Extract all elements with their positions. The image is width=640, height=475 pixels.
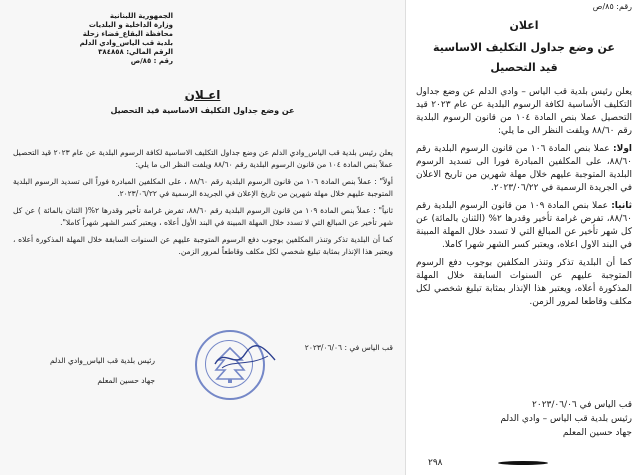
signatory-title: رئيس بلدية قب الياس_وادي الدلم <box>50 356 155 365</box>
handwritten-signature <box>210 342 280 372</box>
letterhead-line: بلدية قب الياس_وادي الدلم <box>79 39 173 47</box>
closing-paragraph: كما أن البلدية تذكر وتنذر المكلفين بوجوب دفع الرسوم المتوجبة عليهم عن السنوات السابقة خلال المهلة المذكورة أعلاه، ويعتبر هذا الإنذار بمثابة تبليغ شخصي لكل مكلف وقاطعا لمرور الزمن. <box>416 258 632 307</box>
reference-number: رقم: ٨٥/ص <box>592 2 632 11</box>
signature-block <box>500 398 632 440</box>
letterhead-line: وزارة الداخلية و البلديات <box>88 21 173 29</box>
notice-subtitle-line-1: عن وضع جداول التكليف الاساسية <box>433 41 615 54</box>
notice-subtitle-line-2: قيد التحصيل <box>490 61 558 74</box>
clause-second: ثانياً" : عملاً بنص المادة ١٠٩ من قانون الرسوم البلدية رقم ٨٨/٦٠، تفرض غرامة تأخير وقدرها ٢%( الثنان بالمائة ) عن كل شهر تأخير عن المبالغ التي لا تسدد خلال المهلة المبينة في البند الأول أعلاه ، ويعتبر كسر الشهر شهراً كاملا". <box>13 206 393 227</box>
closing-paragraph: كما أن البلدية تذكر وتنذر المكلفين بوجوب دفع الرسوم المتوجبة عليهم عن السنوات السابقة خلال المهلة المذكورة أعلاه ، ويعتبر هذا الإنذار بمثابة تبليغ شخصي لكل مكلف وقاطعاً لمرور الزمن. <box>13 235 393 256</box>
gazette-notice <box>408 0 640 475</box>
clause-first: أولاً" : عملاً بنص المادة ١٠٦ من قانون الرسوم البلدية رقم ٨٨/٦٠ ، على المكلفين المبادرة فوراً الى تسديد الرسوم البلدية المتوجبة عليهم خلال مهلة شهرين من تاريخ الإعلان في الجريدة الرسمية في ٢٠٢٣/٠٦/٢٢. <box>13 177 393 198</box>
notice-subtitle: عن وضع جداول التكليف الاساسية قيد التحصيل <box>110 106 295 115</box>
signatory-name: جهاد حسين المعلم <box>562 428 632 438</box>
signatory-name: جهاد حسين المعلم <box>97 376 155 385</box>
reference-number: رقم : ٨٥/ص <box>130 57 173 65</box>
place-date: قب الياس في ٢٠٢٣/٠٦/٠٦ <box>532 400 632 410</box>
notice-title: اعلان <box>509 19 539 32</box>
clause-first-text: عملا بنص المادة ١٠٦ من قانون الرسوم البلدية رقم ٨٨/٦٠، على المكلفين المبادرة فورا الى تسديد الرسوم البلدية المتوجبة عليهم خلال مهلة شهرين من تاريخ الاعلان في الجريدة الرسمية في ٢٠٢٣/٠٦/٢٢. <box>416 144 632 193</box>
signature-block <box>50 351 155 391</box>
page-number: ٢٩٨ <box>428 458 443 468</box>
notice-body <box>416 86 632 314</box>
signatory-title: رئيس بلدية قب الياس – وادي الدلم <box>500 414 632 424</box>
clause-first <box>416 143 632 195</box>
letterhead-line: الجمهورية اللبنانية <box>109 12 173 20</box>
clause-first-label: اولا: <box>613 144 632 154</box>
intro-paragraph: يعلن رئيس بلدية قب الياس_وادي الدلم عن وضع جداول التكليف الاساسية لكافة الرسوم البلدية عن عام ٢٠٢٣ قيد التحصيل عملاً بنص المادة ١٠٤ من قانون الرسوم البلدية رقم ٨٨/٦٠ ويلفت النظر الى ما يلي: <box>13 148 393 169</box>
clause-second <box>416 200 632 252</box>
notice-title: اعـلان <box>184 88 221 102</box>
intro-paragraph: يعلن رئيس بلدية قب الياس – وادي الدلم عن وضع جداول التكليف الأساسية لكافة الرسوم البلدية عن عام ٢٠٢٣ قيد التحصيل عملا بنص المادة ١٠٤ من قانون الرسوم البلدية رقم ٨٨/٦٠ ويلفت النظر الى ما يلي: <box>416 87 632 136</box>
notice-body <box>13 147 393 263</box>
section-divider <box>498 461 548 465</box>
clause-second-text: عملا بنص المادة ١٠٩ من قانون الرسوم البلدية رقم ٨٨/٦٠، تفرض غرامة تأخير وقدرها ٢% (الثنان بالمائة) عن كل شهر تأخير عن المبالغ التي لا تسدد خلال المهلة المبينة في البند الاول اعلاه، ويعتبر كسر الشهر شهرا كاملا. <box>416 201 633 250</box>
clause-second-label: ثانيا: <box>611 201 632 211</box>
financial-number: الرقم المالي: ٣٨٤٨٥٨ <box>98 48 173 56</box>
place-date: قب الياس في : ٢٠٢٣/٠٦/٠٦ <box>304 343 393 352</box>
letterhead <box>13 12 173 66</box>
letterhead-line: محافظة البقاع_قضاء زحلة <box>82 30 173 38</box>
